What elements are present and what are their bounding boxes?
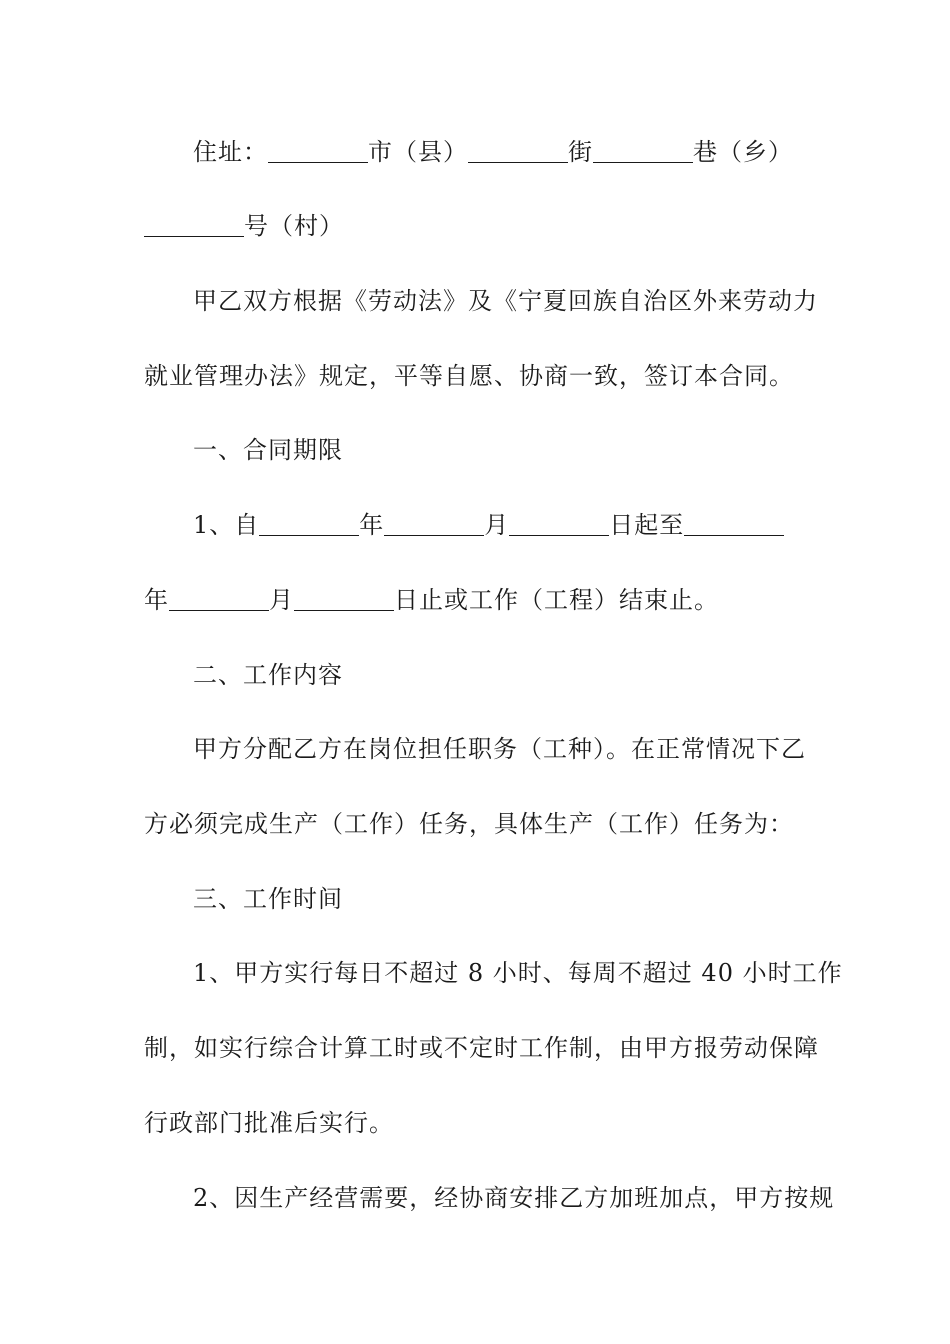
term-line-1 [144, 505, 863, 545]
street-label: 街 [568, 138, 593, 166]
address-line-1 [144, 132, 863, 172]
blank-field [294, 580, 394, 611]
work-hours-line-2: 制，如实行综合计算工时或不定时工作制，由甲方报劳动保障 [144, 1034, 819, 1062]
day-from-label: 日起至 [609, 511, 685, 539]
blank-field [468, 132, 568, 163]
month-label: 月 [269, 586, 294, 614]
blank-field [684, 505, 784, 536]
day-to-label: 日止或工作（工程）结束止。 [394, 586, 719, 614]
number-label: 号（村） [244, 212, 344, 240]
blank-field [509, 505, 609, 536]
work-content-line-2: 方必须完成生产（工作）任务，具体生产（工作）任务为： [144, 810, 794, 838]
overtime-line-1: 2、因生产经营需要，经协商安排乙方加班加点，甲方按规 [193, 1184, 835, 1212]
lane-label: 巷（乡） [693, 138, 793, 166]
intro-line-1: 甲乙双方根据《劳动法》及《宁夏回族自治区外来劳动力 [193, 287, 818, 315]
term-line-2 [144, 580, 814, 620]
item-prefix: 1、自 [193, 511, 260, 539]
section-1-title: 一、合同期限 [193, 436, 343, 464]
intro-line-2: 就业管理办法》规定，平等自愿、协商一致，签订本合同。 [144, 362, 794, 390]
blank-field [593, 132, 693, 163]
address-label: 住址： [193, 138, 268, 166]
blank-field [169, 580, 269, 611]
city-label: 市（县） [368, 138, 468, 166]
year-label: 年 [359, 511, 385, 539]
work-content-line-1: 甲方分配乙方在岗位担任职务（工种）。在正常情况下乙 [193, 735, 806, 763]
blank-field [259, 505, 359, 536]
blank-field [384, 505, 484, 536]
year-label: 年 [144, 586, 169, 614]
work-hours-line-3: 行政部门批准后实行。 [144, 1109, 394, 1137]
blank-field [144, 206, 244, 237]
section-3-title: 三、工作时间 [193, 885, 343, 913]
address-line-2 [144, 206, 814, 246]
month-label: 月 [484, 511, 510, 539]
work-hours-line-1: 1、甲方实行每日不超过 8 小时、每周不超过 40 小时工作 [193, 959, 843, 987]
blank-field [268, 132, 368, 163]
section-2-title: 二、工作内容 [193, 661, 343, 689]
